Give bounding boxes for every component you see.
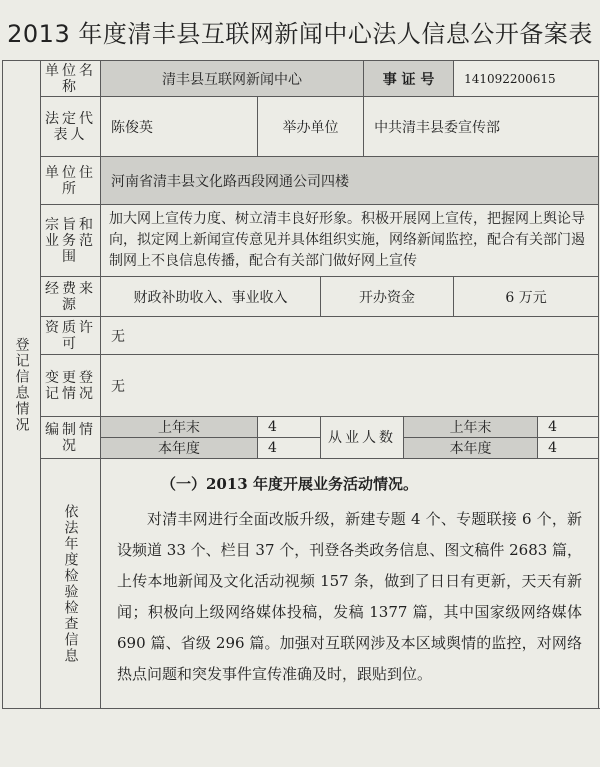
capital-value: 6 万元 [454,277,599,317]
capital-label: 开办资金 [321,277,454,317]
document-title: 2013 年度清丰县互联网新闻中心法人信息公开备案表 [7,20,593,48]
legal-rep-label: 法定代表人 [41,97,101,157]
sponsor-value: 中共清丰县委宣传部 [364,97,599,157]
inspection-body: 对清丰网进行全面改版升级，新建专题 4 个、专题联接 6 个，新设频道 33 个、栏目 37 个，刊登各类政务信息、图文稿件 2683 篇，上传本地新闻及文化活动视频 157 条，做到了日日有更新，天天有新闻；积极向上级网络媒体投稿，发稿 1377 篇，其中国家级网络媒体 690 篇、省级 296 篇。加强对互联网涉及本区域舆情的监控，对网络热点问题和突发事件宣传准确及时，跟贴到位。 [117,510,583,683]
unit-name-value: 清丰县互联网新闻中心 [101,61,364,97]
inspection-heading: （一）2013 年度开展业务活动情况。 [161,475,418,493]
funding-value: 财政补助收入、事业收入 [101,277,321,317]
employees-last-year-label: 上年末 [404,417,538,438]
cert-no-value: 141092200615 [454,61,599,97]
staffing-this-year-value: 4 [258,438,321,459]
purpose-label: 宗旨和业务范围 [41,205,101,277]
qualification-value: 无 [101,317,599,355]
sponsor-label: 举办单位 [258,97,364,157]
registration-section-label: 登记信息情况 [3,61,41,709]
inspection-section-label: 依法年度检验检查信息 [41,459,101,709]
address-label: 单位住所 [41,157,101,205]
employees-this-year-label: 本年度 [404,438,538,459]
inspection-content [101,459,599,709]
address-value: 河南省清丰县文化路西段网通公司四楼 [101,157,599,205]
change-label: 变更登记情况 [41,355,101,417]
employees-last-year-value: 4 [538,417,599,438]
staffing-last-year-label: 上年末 [101,417,258,438]
staffing-label: 编制情况 [41,417,101,459]
unit-name-label: 单位名称 [41,61,101,97]
staffing-last-year-value: 4 [258,417,321,438]
qualification-label: 资质许可 [41,317,101,355]
employees-label: 从业人数 [321,417,404,459]
registration-form [2,60,599,709]
staffing-this-year-label: 本年度 [101,438,258,459]
legal-rep-value: 陈俊英 [101,97,258,157]
employees-this-year-value: 4 [538,438,599,459]
funding-label: 经费来源 [41,277,101,317]
cert-no-label: 事 证 号 [364,61,454,97]
purpose-value: 加大网上宣传力度、树立清丰良好形象。积极开展网上宣传，把握网上舆论导向，拟定网上新闻宣传意见并具体组织实施，网络新闻监控，配合有关部门遏制网上不良信息传播，配合有关部门做好网上宣传 [101,205,599,277]
change-value: 无 [101,355,599,417]
